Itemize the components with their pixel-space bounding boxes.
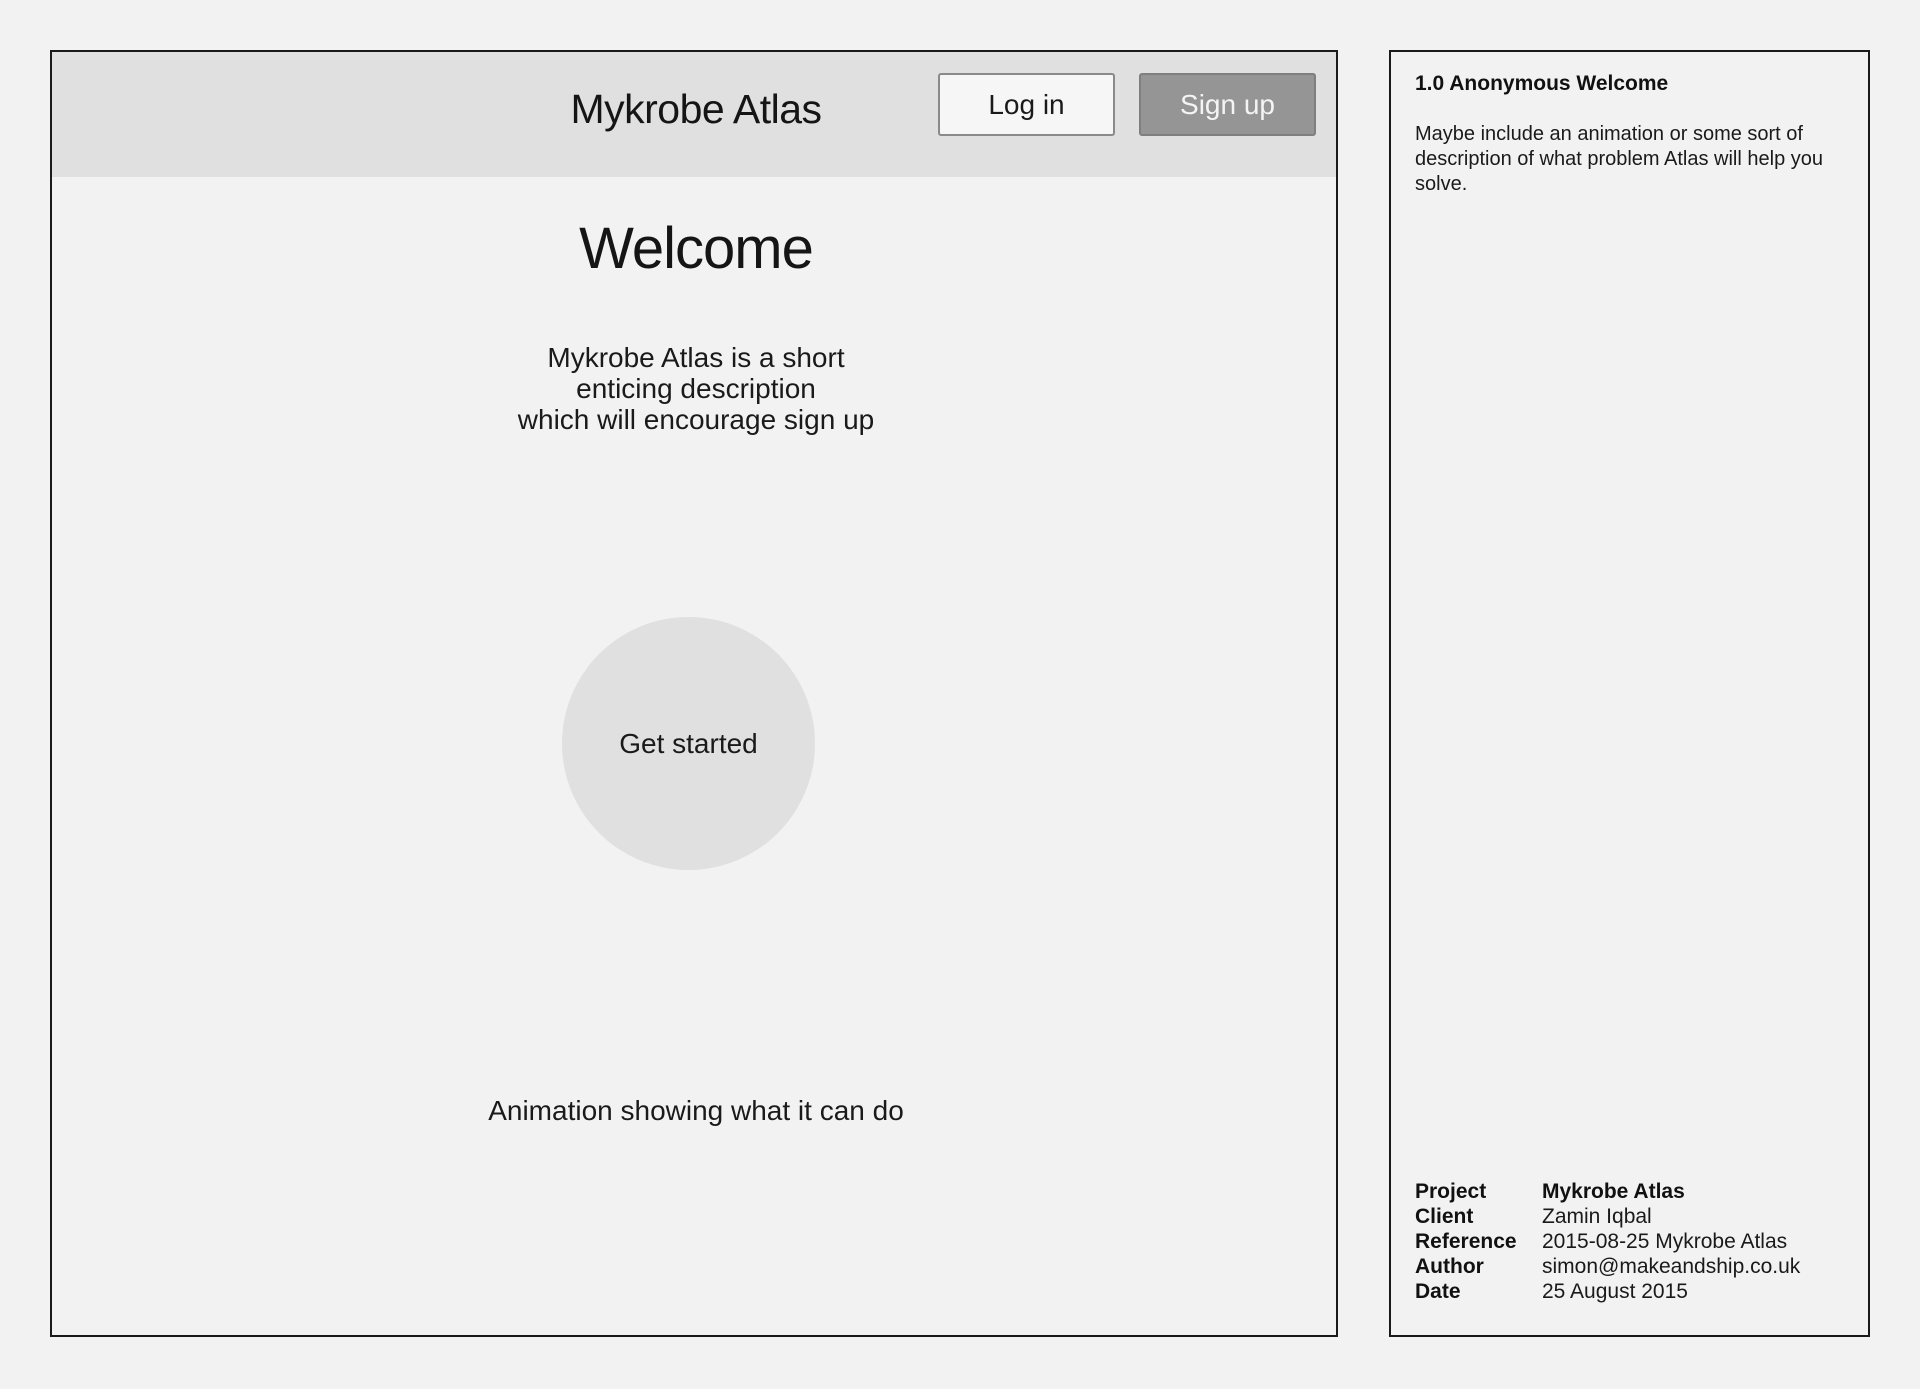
app-header xyxy=(52,52,1336,177)
meta-value: Mykrobe Atlas xyxy=(1542,1180,1685,1203)
meta-value: Zamin Iqbal xyxy=(1542,1205,1652,1228)
project-meta-table xyxy=(1415,1179,1800,1304)
get-started-label: Get started xyxy=(619,727,758,759)
meta-value: 2015-08-25 Mykrobe Atlas xyxy=(1542,1230,1788,1253)
app-title: Mykrobe Atlas xyxy=(570,86,822,132)
login-button[interactable]: Log in xyxy=(938,73,1115,136)
welcome-heading: Welcome xyxy=(579,216,813,281)
meta-label: Client xyxy=(1415,1205,1474,1228)
meta-label: Author xyxy=(1415,1255,1484,1278)
meta-value: simon@makeandship.co.uk xyxy=(1542,1255,1801,1278)
meta-row-client xyxy=(1415,1204,1800,1229)
description-line: which will encourage sign up xyxy=(517,404,875,435)
annotation-panel xyxy=(1389,50,1870,1337)
description-line: enticing description xyxy=(576,373,816,404)
description-line: Mykrobe Atlas is a short xyxy=(547,342,845,373)
wireframe-screen xyxy=(50,50,1338,1337)
meta-label: Project xyxy=(1415,1180,1487,1203)
signup-button[interactable]: Sign up xyxy=(1139,73,1316,136)
meta-row-author xyxy=(1415,1254,1800,1279)
notes-body: Maybe include an animation or some sort of description of what problem Atlas will help you solve. xyxy=(1415,123,1823,195)
meta-row-reference xyxy=(1415,1229,1800,1254)
notes-title: 1.0 Anonymous Welcome xyxy=(1415,72,1669,95)
get-started-button[interactable] xyxy=(562,617,815,870)
meta-row-project xyxy=(1415,1179,1800,1204)
animation-placeholder: Animation showing what it can do xyxy=(488,1095,904,1126)
meta-value: 25 August 2015 xyxy=(1542,1280,1688,1303)
meta-label: Reference xyxy=(1415,1230,1517,1253)
meta-row-date xyxy=(1415,1279,1800,1304)
meta-label: Date xyxy=(1415,1280,1461,1303)
intro-description xyxy=(52,342,1338,435)
